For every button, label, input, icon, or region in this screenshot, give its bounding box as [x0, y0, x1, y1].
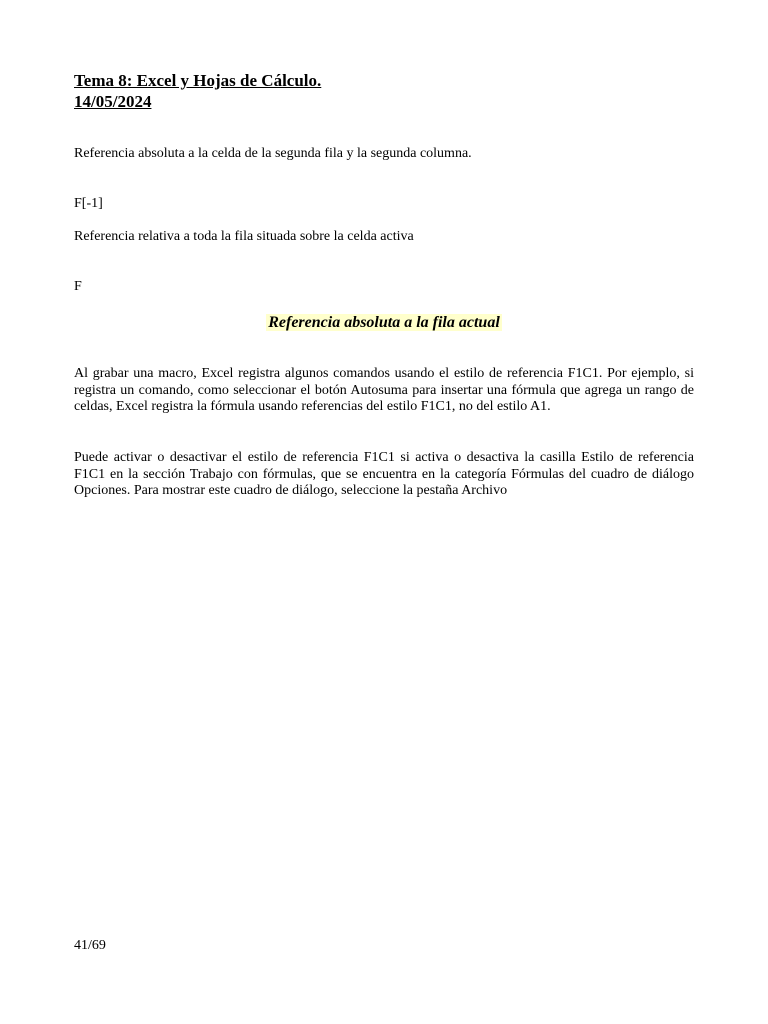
paragraph-toggle-r1c1-style: Puede activar o desactivar el estilo de referencia F1C1 si activa o desactiva la casilla Estilo de referencia F1C1 en la sección Trabajo con fórmulas, que se encuentra en la categoría Fórmulas del cuadro de diálogo Opciones. Para mostrar este cuadro de diálogo, seleccione la pestaña Archivo — [74, 450, 694, 498]
paragraph-relative-row-reference: Referencia relativa a toda la fila situada sobre la celda activa — [74, 229, 414, 244]
document-date: 14/05/2024 — [74, 92, 152, 111]
paragraph-f-minus-one: F[-1] — [74, 196, 103, 211]
highlighted-heading — [74, 312, 694, 334]
highlighted-heading-text: Referencia absoluta a la fila actual — [268, 314, 500, 331]
paragraph-absolute-cell-reference: Referencia absoluta a la celda de la segunda fila y la segunda columna. — [74, 146, 472, 161]
paragraph-macro-recording: Al grabar una macro, Excel registra algunos comandos usando el estilo de referencia F1C1. Por ejemplo, si registra un comando, como seleccionar el botón Autosuma para insertar una fórmula que agrega un rango de celdas, Excel registra la fórmula usando referencias del estilo F1C1, no del estilo A1. — [74, 366, 694, 414]
document-header — [74, 70, 321, 112]
page-number: 41/69 — [74, 938, 106, 953]
paragraph-f: F — [74, 279, 82, 294]
document-title: Tema 8: Excel y Hojas de Cálculo. — [74, 71, 322, 90]
